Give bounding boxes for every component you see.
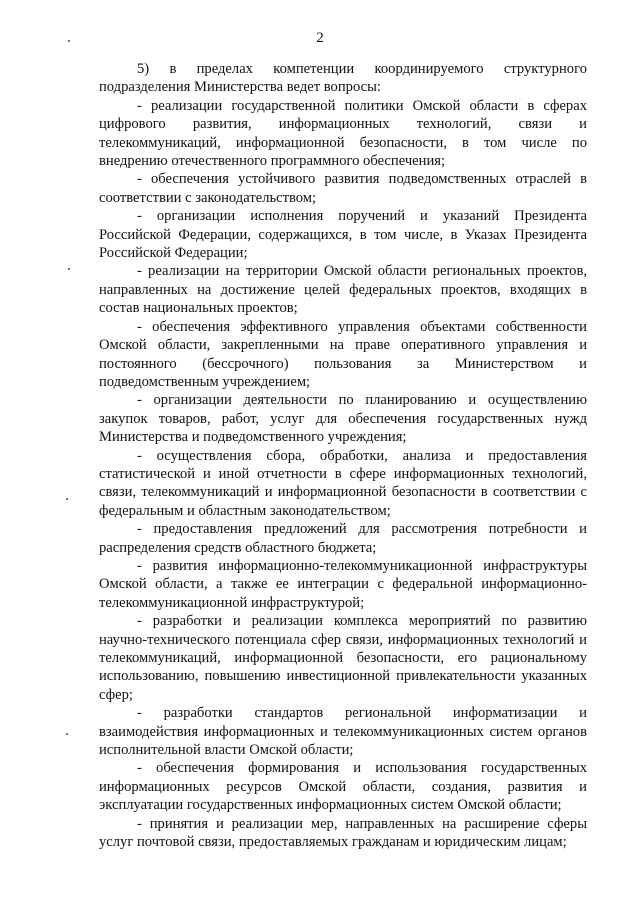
list-item: - обеспечения эффективного управления объектами собственности Омской области, закрепленными на праве оперативного управления и постоянного (бессрочного) пользования за Министерством и подведомственным учреждением;: [99, 318, 587, 390]
list-item: - организации деятельности по планированию и осуществлению закупок товаров, работ, услуг для обеспечения государственных нужд Министерства и подведомственного учреждения;: [99, 392, 587, 446]
list-item: - разработки стандартов региональной информатизации и взаимодействия информационных и телекоммуникационных систем органов исполнительной власти Омской области;: [99, 705, 587, 759]
scan-speck: [68, 40, 70, 42]
list-item: - осуществления сбора, обработки, анализа и предоставления статистической и иной отчетности в сфере информационных технологий, связи, телекоммуникаций и информационной безопасности в соответствии с федеральным и областным законодательством;: [99, 447, 587, 519]
scan-speck: [66, 733, 68, 735]
list-item: - принятия и реализации мер, направленных на расширение сферы услуг почтовой связи, предоставляемых гражданам и юридическим лицам;: [99, 815, 587, 851]
list-item: - предоставления предложений для рассмотрения потребности и распределения средств областного бюджета;: [99, 521, 587, 556]
body-text: [99, 60, 587, 851]
list-item: - обеспечения устойчивого развития подведомственных отраслей в соответствии с законодательством;: [99, 171, 587, 206]
list-item: - разработки и реализации комплекса мероприятий по развитию научно-технического потенциала сфер связи, информационных технологий и телекоммуникаций, информационной безопасности, его рациональному использованию, повышению инвестиционной привлекательности указанных сфер;: [99, 613, 587, 703]
list-item: - обеспечения формирования и использования государственных информационных ресурсов Омской области, создания, развития и эксплуатации государственных информационных систем Омской области;: [99, 760, 587, 814]
scan-speck: [66, 498, 68, 500]
list-item: - реализации государственной политики Омской области в сферах цифрового развития, информационных технологий, связи и телекоммуникаций, информационной безопасности, в том числе по внедрению отечественного программного обеспечения;: [99, 97, 587, 170]
list-item: - организации исполнения поручений и указаний Президента Российской Федерации, содержащихся, в том числе, в Указах Президента Российской Федерации;: [99, 208, 587, 262]
list-item: - развития информационно-телекоммуникационной инфраструктуры Омской области, а также ее интеграции с федеральной информационно-телекоммуникационной инфраструктурой;: [99, 557, 587, 611]
scan-speck: [68, 268, 70, 270]
list-item: - реализации на территории Омской области региональных проектов, направленных на достижение целей федеральных проектов, входящих в состав национальных проектов;: [99, 263, 587, 317]
page-number: 2: [316, 30, 324, 46]
intro-paragraph: 5) в пределах компетенции координируемого структурного подразделения Министерства ведет вопросы:: [99, 61, 587, 96]
